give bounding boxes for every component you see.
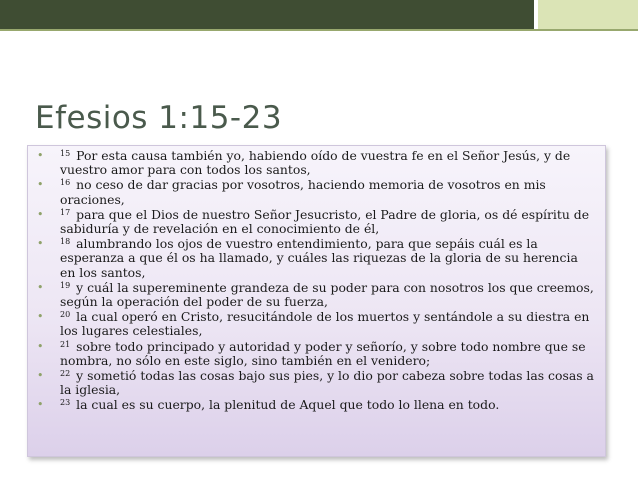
verse-text: la cual operó en Cristo, resucitándole de los muertos y sentándole a su diestra en los lugares celestiales, xyxy=(60,309,590,339)
verse-number: 21 xyxy=(60,339,71,349)
bullet-icon: • xyxy=(37,369,44,383)
verse-item xyxy=(34,149,597,177)
verse-item xyxy=(34,208,597,236)
verse-item xyxy=(34,178,597,206)
bullet-icon: • xyxy=(37,310,44,324)
verse-number: 22 xyxy=(60,369,71,379)
verse-text: Por esta causa también yo, habiendo oído de vuestra fe en el Señor Jesús, y de vuestro amor para con todos los santos, xyxy=(60,148,571,178)
bullet-icon: • xyxy=(37,398,44,412)
verse-item xyxy=(34,281,597,309)
verse-item xyxy=(34,369,597,397)
verse-list xyxy=(34,149,597,413)
verse-number: 17 xyxy=(60,207,71,217)
verse-number: 16 xyxy=(60,178,71,188)
bullet-icon: • xyxy=(37,339,44,353)
verse-number: 19 xyxy=(60,280,71,290)
verse-number: 20 xyxy=(60,310,71,320)
bullet-icon: • xyxy=(37,149,44,162)
header-accent xyxy=(538,0,638,29)
verse-text: para que el Dios de nuestro Señor Jesucristo, el Padre de gloria, os dé espíritu de sabiduría y de revelación en el conocimiento de él, xyxy=(60,206,590,237)
verse-text: alumbrando los ojos de vuestro entendimiento, para que sepáis cuál es la esperanza a que él os ha llamado, y cuáles las riquezas de la gloria de su herencia en los santos, xyxy=(60,236,578,280)
verse-item xyxy=(34,237,597,280)
slide-title: Efesios 1:15-23 xyxy=(35,100,283,136)
verse-number: 15 xyxy=(60,149,71,158)
verse-text: la cual es su cuerpo, la plenitud de Aquel que todo lo llena en todo. xyxy=(76,397,500,413)
verses-box xyxy=(27,145,606,457)
verse-item xyxy=(34,310,597,338)
header-stripe xyxy=(0,29,638,31)
header-band xyxy=(0,0,638,29)
verse-text: y cuál la supereminente grandeza de su poder para con nosotros los que creemos, según la operación del poder de su fuerza, xyxy=(60,279,594,310)
verse-number: 23 xyxy=(60,398,71,408)
verse-text: sobre todo principado y autoridad y poder y señorío, y sobre todo nombre que se nombra, no sólo en este siglo, sino también en el venidero; xyxy=(60,338,586,368)
bullet-icon: • xyxy=(37,178,44,192)
bullet-icon: • xyxy=(37,237,44,251)
verse-item xyxy=(34,398,597,412)
verse-text: y sometió todas las cosas bajo sus pies, y lo dio por cabeza sobre todas las cosas a la iglesia, xyxy=(60,368,594,398)
verse-number: 18 xyxy=(60,237,71,247)
bullet-icon: • xyxy=(37,207,44,221)
bullet-icon: • xyxy=(37,280,44,294)
verse-item xyxy=(34,340,597,368)
verse-text: no ceso de dar gracias por vosotros, haciendo memoria de vosotros en mis oraciones, xyxy=(60,177,546,207)
